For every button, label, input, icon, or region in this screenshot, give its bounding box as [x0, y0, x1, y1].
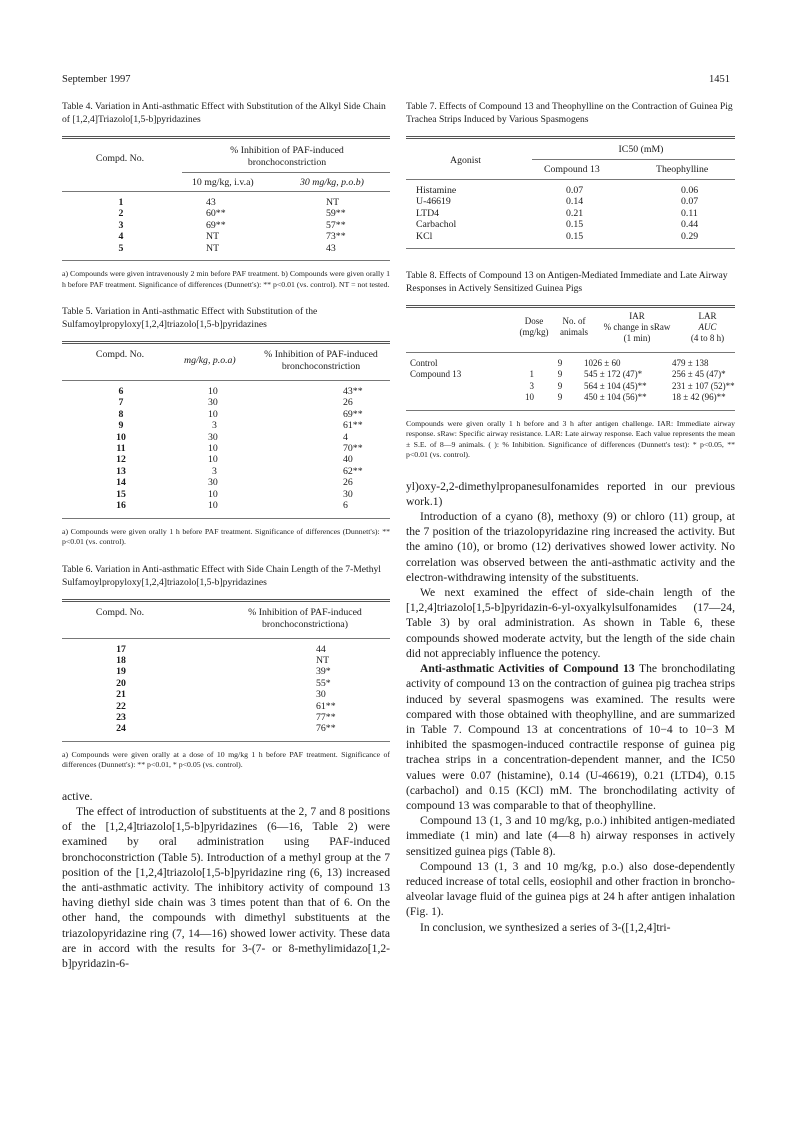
table8-col-lar: LAR	[698, 311, 717, 322]
table7-col-theo: Theophylline	[656, 164, 709, 175]
table7-body	[406, 185, 735, 242]
left-body-text	[62, 789, 390, 971]
page-number: 1451	[709, 74, 730, 85]
table4-col-a: 10 mg/kg, i.v.a)	[192, 177, 254, 188]
table8-col-dose: Dose (mg/kg)	[519, 316, 549, 338]
table-row: 24 76**	[116, 723, 336, 735]
table-row: U-46619 0.14 0.07	[416, 196, 699, 208]
paragraph: Introduction of a cyano (8), methoxy (9) or chloro (11) group, at the 7 position of the triazolopyridazine ring increased the activity. But the amino (10), or bromo (12) derivatives showed lower activity. No correlation was observed between the anti-asthmatic activity and the electron-withdrawing intensity of the substituents.	[406, 510, 735, 584]
table8-body	[406, 358, 735, 404]
table-row: 8 10 69**	[118, 408, 363, 420]
table-row: 4 NT 73**	[118, 231, 346, 243]
paragraph: Compound 13 (1, 3 and 10 mg/kg, p.o.) also dose-dependently reduced increase of total cells, eosiophil and other fraction in broncho-alveolar lavage fluid of the guinea pigs at 24 h after antigen inhalation (Fig. 1).	[406, 859, 735, 919]
table5-col-dose: mg/kg, p.o.a)	[184, 355, 236, 367]
table-row: 19 39*	[116, 666, 331, 678]
table8-col-lar-sub1: AUC	[698, 322, 717, 333]
table-row: 22 61**	[116, 700, 336, 712]
paragraph: yl)oxy-2,2-dimethylpropanesulfonamides reported in our previous work.1)	[406, 479, 735, 508]
table4-caption: Table 4. Variation in Anti-asthmatic Effect with Substitution of the Alkyl Side Chain of [1,2,4]Triazolo[1,5-b]pyridazines	[62, 101, 386, 125]
table-row: Histamine 0.07 0.06	[416, 185, 699, 196]
table-row: 15 10 30	[116, 488, 353, 500]
table-row: 10 30 4	[116, 431, 348, 443]
table-row: 9 3 61**	[118, 420, 363, 432]
table7-col-cmpd: Compound 13	[544, 164, 600, 175]
table6-col-inh: % Inhibition of PAF-induced bronchoconstrictiona)	[248, 606, 362, 630]
section-heading: Anti-asthmatic Activities of Compound 13	[420, 662, 635, 676]
table-row: 13 3 62**	[116, 465, 363, 477]
table8-col-iar-sub1: % change in sRaw	[603, 322, 671, 333]
table8	[406, 269, 735, 461]
table-row: LTD4 0.21 0.11	[416, 207, 698, 219]
right-body-text	[406, 479, 735, 935]
running-header-date: September 1997	[62, 74, 131, 85]
table6	[62, 563, 390, 771]
table7	[406, 100, 735, 249]
table5-col-inh: % Inhibition of PAF-induced bronchoconstriction	[264, 349, 378, 373]
table8-col-lar-sub2: (4 to 8 h)	[690, 333, 725, 344]
table4-footnote: a) Compounds were given intravenously 2 min before PAF treatment. b) Compounds were given orally 1 h before PAF treatment. Significance of differences (Dunnett's): ** p<0.01 (vs. control). NT = not tested.	[62, 269, 390, 289]
table7-caption: Table 7. Effects of Compound 13 and Theophylline on the Contraction of Guinea Pig Trachea Strips Induced by Various Spasmogens	[406, 101, 733, 125]
table8-col-n: No. of animals	[560, 316, 588, 338]
table5-body	[62, 386, 390, 511]
table-row: 14 30 26	[116, 477, 353, 489]
table-row: 10 9 450 ± 104 (56)** 18 ± 42 (96)**	[525, 392, 726, 403]
table-row: Compound 13 1 9 545 ± 172 (47)* 256 ± 45 (47)*	[410, 369, 726, 380]
paragraph: We next examined the effect of side-chain length of the [1,2,4]triazolo[1,5-b]pyridazin-6-yl-oxyalkylsulfonamides (17—24, Table 3) by oral administration. As shown in Table 6, these compounds showed moderate actvity, but the length of the side chain did not appreciably influence the potency.	[406, 586, 735, 660]
table8-caption: Table 8. Effects of Compound 13 on Antigen-Mediated Immediate and Late Airway Responses in Actively Sensitized Guinea Pigs	[406, 270, 728, 295]
table5	[62, 305, 390, 547]
table-row: 21 30	[116, 689, 326, 701]
table-row: Carbachol 0.15 0.44	[416, 219, 699, 231]
table-row: 3 69** 57**	[118, 219, 346, 231]
table5-caption: Table 5. Variation in Anti-asthmatic Effect with Substitution of the Sulfamoylpropyloxy[1,2,4]triazolo[1,5-b]pyridazines	[62, 306, 318, 331]
table-row: Control 9 1026 ± 60 479 ± 138	[410, 358, 709, 369]
right-column	[406, 100, 735, 935]
table6-caption: Table 6. Variation in Anti-asthmatic Effect with Side Chain Length of the 7-Methyl Sulfamoylpropyloxy[1,2,4]triazolo[1,5-b]pyridazines	[62, 563, 381, 588]
table7-col-group: IC50 (mM)	[618, 144, 664, 155]
table6-body	[62, 644, 390, 735]
paragraph: In conclusion, we synthesized a series of 3-([1,2,4]tri-	[420, 920, 671, 934]
table-row: 20 55*	[116, 677, 331, 689]
left-column	[62, 100, 390, 971]
table-row: 2 60** 59**	[118, 208, 346, 220]
table-row: KCl 0.15 0.29	[416, 230, 699, 242]
paragraph: active.	[62, 789, 93, 803]
table8-col-iar-sub2: (1 min)	[623, 333, 651, 344]
table-row: 6 10 43**	[118, 386, 363, 398]
table-row: 5 NT 43	[118, 242, 336, 254]
table4-col-group: % Inhibition of PAF-induced bronchoconstriction	[230, 145, 344, 168]
table8-footnote: Compounds were given orally 1 h before and 3 h after antigen challenge. IAR: Immediate airway response. sRaw: Specific airway resistance. LAR: Late airway response. Each value represents the mean ± S.E. of 8—9 animals. ( ): % Inhibition. Significance of differences (Dunnett's test): * p<0.05, ** p<0.01 (vs. control).	[406, 418, 735, 460]
table-row: 23 77**	[116, 711, 336, 723]
table8-col-iar: IAR	[629, 311, 645, 322]
table4-col-compd: Compd. No.	[95, 153, 145, 164]
table7-col-agonist: Agonist	[450, 155, 482, 166]
table-row: 17 44	[116, 643, 326, 655]
table-row: 1 43 NT	[118, 197, 340, 208]
table5-col-compd: Compd. No.	[95, 349, 145, 361]
paragraph: The effect of introduction of substituents at the 2, 7 and 8 positions of the [1,2,4]triazolo[1,5-b]pyridazines (6—16, Table 2) were examined by oral administration using PAF-induced bronchoconstriction (Table 5). Introduction of a methyl group at the 7 position of the [1,2,4]triazolo[1,5-b]pyridazine ring (6, 13) increased the anti-asthmatic activity. The inhibitory activity of compound 13 having diethyl side chain was 3 times potent than that of 6. On the other hand, the compounds with dimethyl substituents at the triazolopyridazine ring (7, 14—16) showed lower activity. These data are in accord with the results for 3-(7- or 8-methylimidazo[1,2-b]pyridazin-6-	[62, 804, 390, 970]
table4	[62, 100, 390, 290]
table4-body	[62, 197, 390, 254]
table6-col-compd: Compd. No.	[95, 606, 145, 618]
paragraph: Compound 13 (1, 3 and 10 mg/kg, p.o.) inhibited antigen-mediated immediate (1 min) and late (4—8 h) airway responses in actively sensitized guinea pigs (Table 8).	[406, 814, 735, 858]
table-row: 11 10 70**	[116, 443, 363, 455]
table5-footnote: a) Compounds were given orally 1 h before PAF treatment. Significance of differences (Dunnett's): ** p<0.01 (vs. control).	[62, 526, 390, 546]
table-row: 7 30 26	[118, 397, 353, 409]
table-row: 18 NT	[116, 654, 330, 666]
paragraph: Anti-asthmatic Activities of Compound 13 The bronchodilating activity of compound 13 on the contraction of guinea pig trachea strips induced by several spasmogens was examined. The results were compared with those obtained with theophylline, and are summarized in Table 7. Compound 13 at concentrations of 10−4 to 10−3 M inhibited the spasmogen-induced contractile response of guinea pig trachea strips in a concentration-dependent manner, and the IC50 values were 0.07 (histamine), 0.14 (U-46619), 0.21 (LTD4), 0.15 (carbachol) and 0.15 (KCl) mM. The bronchodilating activity of compound 13 was comparable to that of theophylline.	[406, 662, 735, 812]
table-row: 3 9 564 ± 104 (45)** 231 ± 107 (52)**	[529, 380, 735, 391]
table4-col-b: 30 mg/kg, p.o.b)	[300, 177, 364, 188]
table6-footnote: a) Compounds were given orally at a dose of 10 mg/kg 1 h before PAF treatment. Significance of differences (Dunnett's): ** p<0.01, * p<0.05 (vs. control).	[62, 749, 390, 770]
table-row: 12 10 40	[116, 454, 353, 466]
table-row: 16 10 6	[116, 500, 348, 512]
